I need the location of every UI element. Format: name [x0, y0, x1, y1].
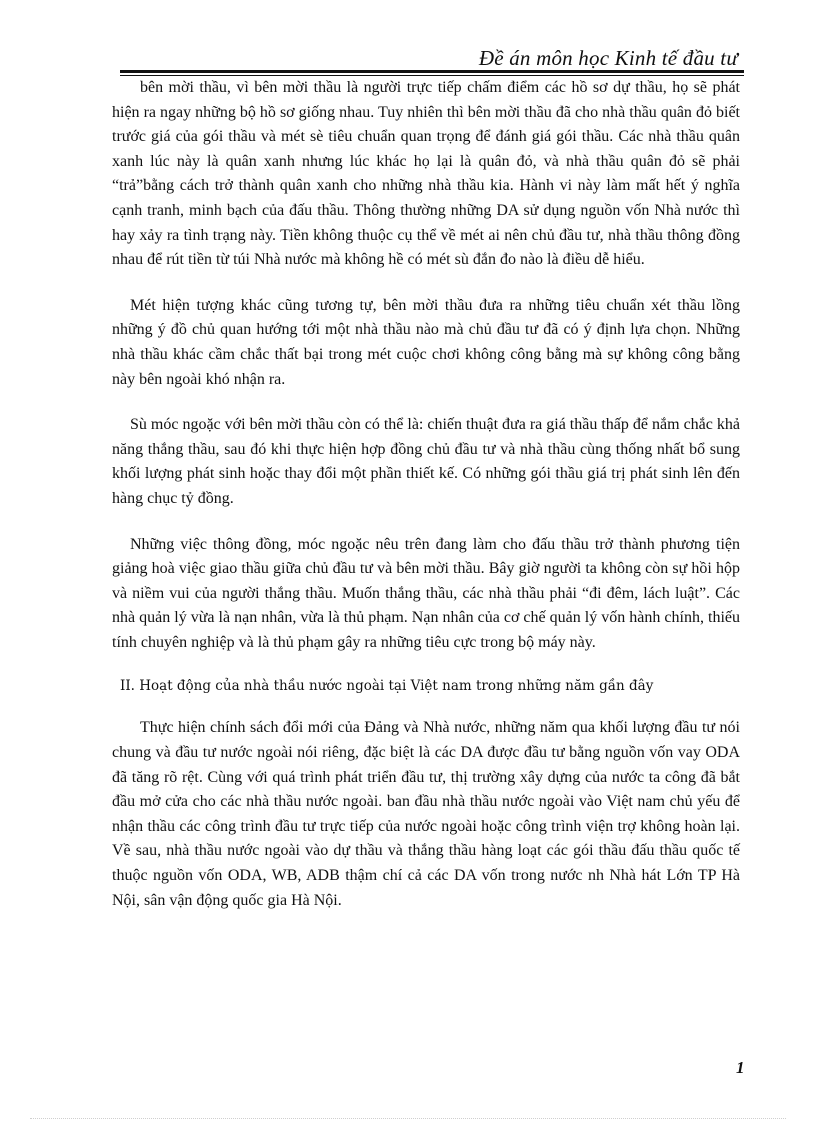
paragraph-4: Những việc thông đồng, móc ngoặc nêu trên đang làm cho đấu thầu trở thành phương tiện giảng hoà việc giao thầu giữa chủ đầu tư và bên mời thầu. Bây giờ người ta không còn sự hồi hộp và niềm vui của người thắng thầu. Muốn thắng thầu, các nhà thầu phải “đi đêm, lách luật”. Các nhà quản lý vừa là nạn nhân, vừa là thủ phạm. Nạn nhân của cơ chế quản lý vốn hành chính, thiếu tính chuyên nghiệp và là thủ phạm gây ra những tiêu cực trong bộ máy này. [112, 535, 740, 651]
section-paragraph: Thực hiện chính sách đổi mới của Đảng và Nhà nước, những năm qua khối lượng đầu tư nói chung và đầu tư nước ngoài nói riêng, đặc biệt là các DA được đầu tư bằng nguồn vốn vay ODA đã tăng rõ rệt. Cùng với quá trình phát triển đầu tư, thị trường xây dựng của nước ta công đã bắt đầu mở cửa cho các nhà thầu nước ngoài. ban đầu nhà thầu nước ngoài vào Việt nam chủ yếu để nhận thầu các công trình đầu tư trực tiếp của nước ngoài hoặc công trình viện trợ không hoàn lại. Về sau, nhà thầu nước ngoài vào dự thầu và thắng thầu hàng loạt các gói thầu đấu thầu quốc tế thuộc nguồn vốn ODA, WB, ADB thậm chí cả các DA vốn trong nước nh Nhà hát Lớn TP Hà Nội, sân vận động quốc gia Hà Nội. [112, 719, 740, 909]
header-rule-thick [120, 70, 744, 73]
header-title: Đề án môn học Kinh tế đầu tư [478, 46, 738, 70]
paragraph-2: Mét hiện tượng khác cũng tương tự, bên mời thầu đưa ra những tiêu chuẩn xét thầu lồng những ý đồ chủ quan hướng tới một nhà thầu nào mà chủ đầu tư đã có ý định lựa chọn. Những nhà thầu khác cầm chắc thất bại trong mét cuộc chơi không công bằng mà sự không công bằng này bên ngoài khó nhận ra. [112, 296, 740, 388]
paragraph-3: Sù móc ngoặc với bên mời thầu còn có thể là: chiến thuật đưa ra giá thầu thấp để nắm chắc khả năng thắng thầu, sau đó khi thực hiện hợp đồng chủ đầu tư và nhà thầu cùng thống nhất bổ sung khối lượng phát sinh hoặc thay đổi một phần thiết kế. Có những gói thầu giá trị phát sinh lên đến hàng chục tỷ đồng. [112, 416, 740, 507]
page-number: 1 [736, 1058, 745, 1077]
paragraph-1: bên mời thầu, vì bên mời thầu là người trực tiếp chấm điểm các hồ sơ dự thầu, họ sẽ phát hiện ra ngay những bộ hồ sơ giống nhau. Tuy nhiên thì bên mời thầu đã cho nhà thầu quân đỏ biết trước giá của gói thầu và mét sè tiêu chuẩn quan trọng để đánh giá gói thầu. Các nhà thầu quân xanh lúc này là quân xanh nhưng lúc khác họ lại là quân đỏ, và nhà thầu quân đỏ sẽ phải “trả”bằng cách trở thành quân xanh cho những nhà thầu kia. Hành vi này làm mất hết ý nghĩa cạnh tranh, minh bạch của đấu thầu. Thông thường những DA sử dụng nguồn vốn Nhà nước thì hay xảy ra tình trạng này. Tiền không thuộc cụ thể về mét ai nên chủ đầu tư, nhà thầu thông đồng nhau để rút tiền từ túi Nhà nước mà không hề có mét sù đắn đo nào là điều dễ hiểu. [112, 79, 740, 269]
page-bottom-divider [30, 1118, 786, 1119]
document-body [112, 76, 740, 934]
section-heading: II. Hoạt động của nhà thầu nước ngoài tại Việt nam trong những năm gần đây [120, 678, 654, 695]
